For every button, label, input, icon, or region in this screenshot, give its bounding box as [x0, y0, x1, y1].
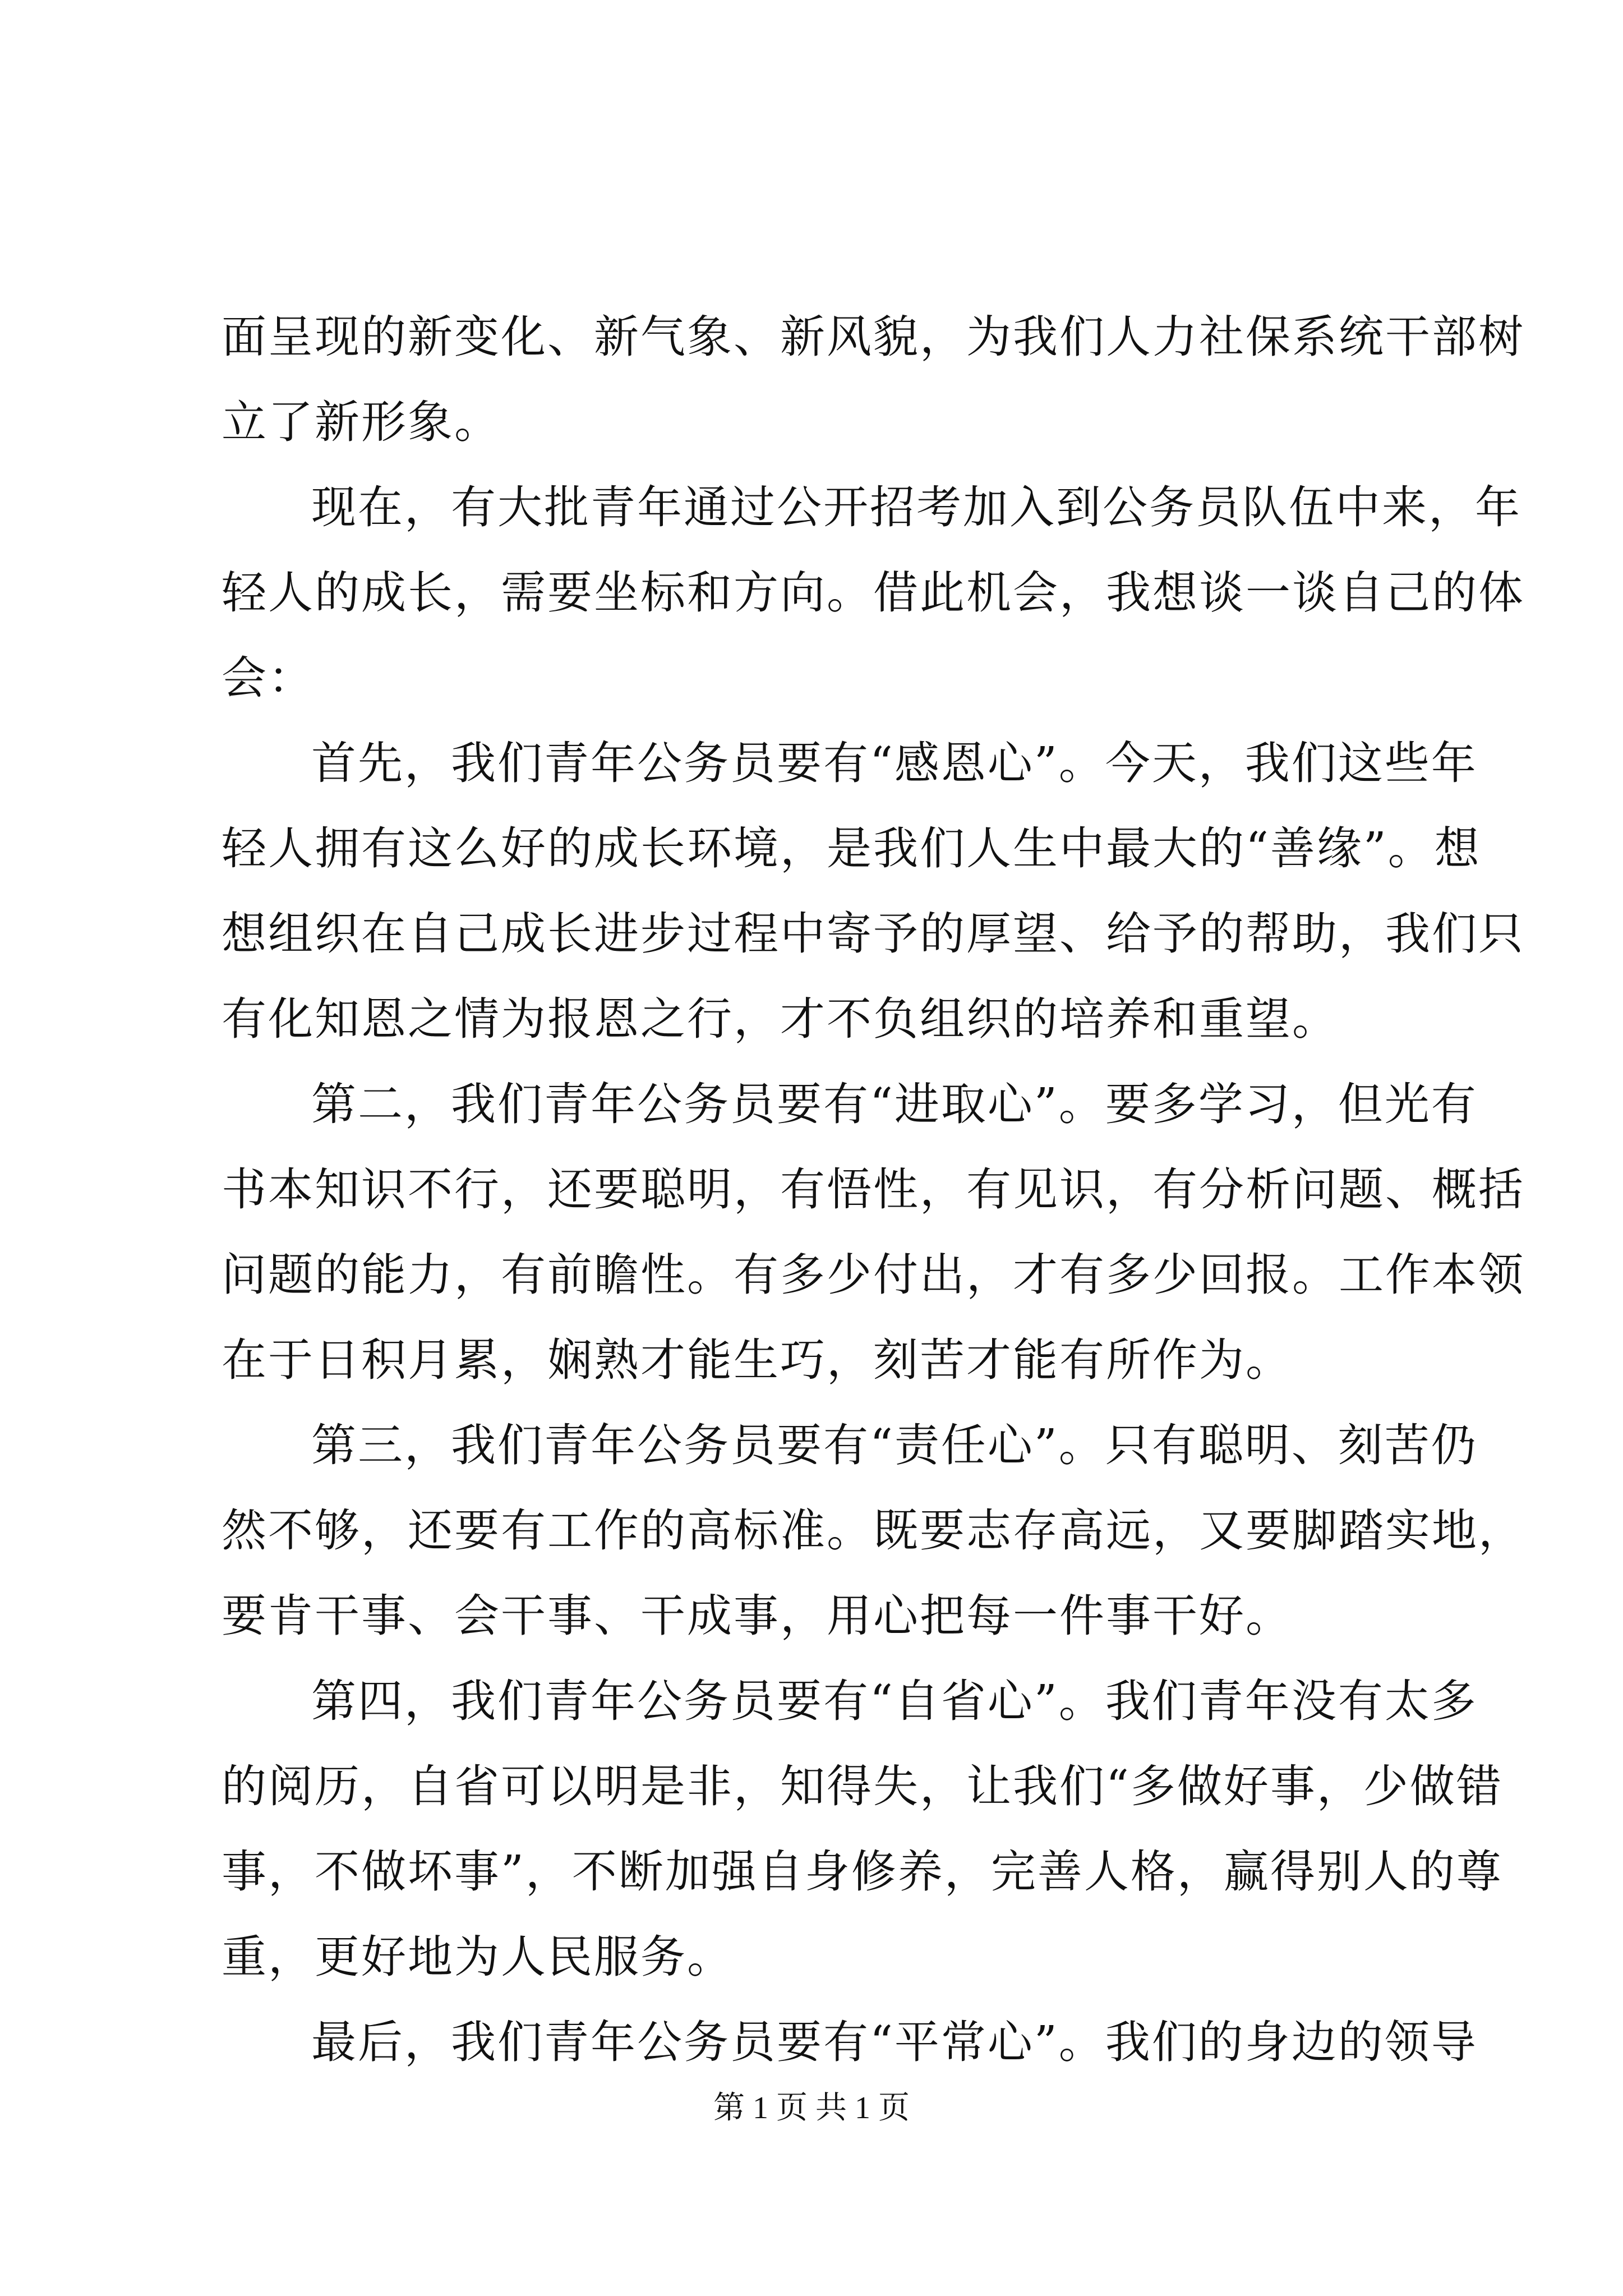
- text-line: 面呈现的新变化、新气象、新风貌，为我们人力社保系统干部树: [222, 311, 1525, 363]
- page-number-footer: 第 1 页 共 1 页: [713, 2091, 910, 2125]
- text-line: 立了新形象。: [222, 396, 501, 448]
- text-line: 事，不做坏事”，不断加强自身修养，完善人格，赢得别人的尊: [222, 1846, 1503, 1898]
- text-line: 想组织在自己成长进步过程中寄予的厚望、给予的帮助，我们只: [222, 908, 1525, 960]
- text-line: 然不够，还要有工作的高标准。既要志存高远，又要脚踏实地，: [222, 1504, 1525, 1557]
- text-line: 轻人的成长，需要坐标和方向。借此机会，我想谈一谈自己的体: [222, 567, 1525, 619]
- text-line: 要肯干事、会干事、干成事，用心把每一件事干好。: [222, 1590, 1292, 1642]
- paragraph-start-line: 最后，我们青年公务员要有“平常心”。我们的身边的领导: [311, 2016, 1478, 2068]
- text-line: 书本知识不行，还要聪明，有悟性，有见识，有分析问题、概括: [222, 1163, 1525, 1216]
- text-line: 会：: [222, 652, 315, 704]
- paragraph-start-line: 现在，有大批青年通过公开招考加入到公务员队伍中来，年: [311, 481, 1521, 533]
- text-line: 在于日积月累，娴熟才能生巧，刻苦才能有所作为。: [222, 1334, 1292, 1386]
- text-line: 的阅历，自省可以明是非，知得失，让我们“多做好事，少做错: [222, 1760, 1503, 1812]
- paragraph-start-line: 首先，我们青年公务员要有“感恩心”。今天，我们这些年: [311, 737, 1478, 789]
- text-line: 重，更好地为人民服务。: [222, 1931, 734, 1983]
- paragraph-start-line: 第二，我们青年公务员要有“进取心”。要多学习，但光有: [311, 1078, 1478, 1130]
- paragraph-start-line: 第三，我们青年公务员要有“责任心”。只有聪明、刻苦仍: [311, 1419, 1478, 1471]
- text-line: 轻人拥有这么好的成长环境，是我们人生中最大的“善缘”。想: [222, 822, 1481, 875]
- document-body: [222, 295, 1525, 2085]
- text-line: 有化知恩之情为报恩之行，才不负组织的培养和重望。: [222, 993, 1339, 1045]
- paragraph-start-line: 第四，我们青年公务员要有“自省心”。我们青年没有太多: [311, 1675, 1478, 1727]
- text-line: 问题的能力，有前瞻性。有多少付出，才有多少回报。工作本领: [222, 1249, 1525, 1301]
